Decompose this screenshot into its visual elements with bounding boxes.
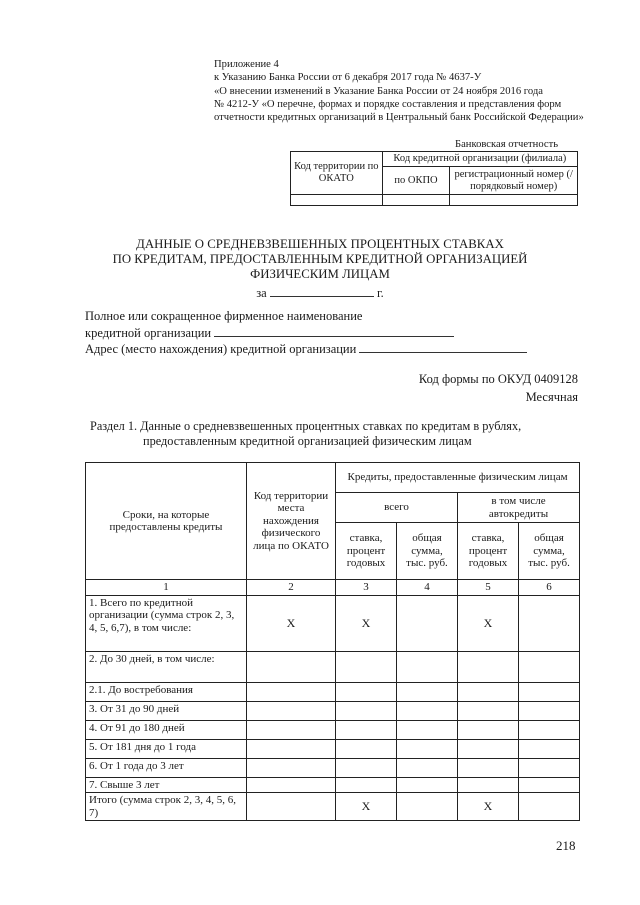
data-cell[interactable]	[247, 682, 336, 701]
section-line-1: Раздел 1. Данные о средневзвешенных процентных ставках по кредитам в рублях,	[90, 419, 522, 433]
data-cell[interactable]	[519, 701, 580, 720]
document-title	[60, 237, 580, 282]
col-number: 2	[247, 580, 336, 596]
data-cell[interactable]	[458, 777, 519, 793]
appendix-line-2: к Указанию Банка России от 6 декабря 2017 года № 4637-У	[214, 72, 482, 84]
data-cell[interactable]	[247, 739, 336, 758]
territory-code-header: Код территории по ОКАТО	[291, 152, 383, 195]
title-line-1: ДАННЫЕ О СРЕДНЕВЗВЕШЕННЫХ ПРОЦЕНТНЫХ СТАВКАХ	[136, 237, 504, 251]
data-cell[interactable]	[336, 682, 397, 701]
org-address-blank[interactable]	[359, 341, 527, 353]
table-row	[86, 682, 580, 701]
appendix-line-3: «О внесении изменений в Указание Банка России от 24 ноября 2016 года	[214, 85, 543, 97]
rates-table	[85, 462, 580, 821]
not-applicable-mark: X	[336, 595, 397, 651]
rates-table-body	[86, 595, 580, 821]
not-applicable-mark: X	[247, 595, 336, 651]
col-number: 1	[86, 580, 247, 596]
row-label: 4. От 91 до 180 дней	[86, 720, 247, 739]
okpo-header: по ОКПО	[382, 167, 450, 195]
data-cell[interactable]	[519, 595, 580, 651]
table-row	[86, 777, 580, 793]
data-cell[interactable]	[397, 701, 458, 720]
data-cell[interactable]	[519, 720, 580, 739]
okud-code: Код формы по ОКУД 0409128	[418, 372, 578, 386]
okud-period: Месячная	[525, 390, 578, 404]
row-label: Итого (сумма строк 2, 3, 4, 5, 6, 7)	[86, 793, 247, 821]
org-code-header: Код кредитной организации (филиала)	[382, 152, 577, 167]
period-suffix: г.	[376, 286, 384, 300]
data-cell[interactable]	[336, 777, 397, 793]
col1-header: Сроки, на которые предоставлены кредиты	[86, 463, 247, 580]
table-row	[86, 793, 580, 821]
section-line-2: предоставленным кредитной организацией физическим лицам	[143, 434, 472, 448]
org-info	[85, 309, 527, 358]
rate-header-auto: ставка, процент годовых	[458, 523, 519, 580]
group-header: Кредиты, предоставленные физическим лицам	[336, 463, 580, 493]
data-cell[interactable]	[458, 651, 519, 682]
page-number: 218	[556, 838, 576, 853]
table-row	[86, 758, 580, 777]
data-cell[interactable]	[519, 777, 580, 793]
table-row	[86, 651, 580, 682]
data-cell[interactable]	[247, 793, 336, 821]
data-cell[interactable]	[458, 739, 519, 758]
reg-number-header: регистрационный номер (/порядковый номер)	[450, 167, 578, 195]
okud-block	[419, 370, 578, 406]
data-cell[interactable]	[458, 720, 519, 739]
data-cell[interactable]	[519, 682, 580, 701]
data-cell[interactable]	[458, 682, 519, 701]
data-cell[interactable]	[519, 739, 580, 758]
data-cell[interactable]	[458, 701, 519, 720]
table-row	[86, 701, 580, 720]
col-number: 3	[336, 580, 397, 596]
data-cell[interactable]	[397, 777, 458, 793]
row-label: 6. От 1 года до 3 лет	[86, 758, 247, 777]
not-applicable-mark: X	[458, 595, 519, 651]
row-label: 5. От 181 дня до 1 года	[86, 739, 247, 758]
data-cell[interactable]	[247, 758, 336, 777]
auto-header: в том числе автокредиты	[458, 493, 580, 523]
period-prefix: за	[256, 286, 267, 300]
codes-table	[290, 151, 578, 206]
col-number: 4	[397, 580, 458, 596]
data-cell[interactable]	[458, 758, 519, 777]
data-cell[interactable]	[247, 720, 336, 739]
title-line-3: ФИЗИЧЕСКИМ ЛИЦАМ	[250, 267, 390, 281]
org-name-blank[interactable]	[214, 325, 454, 337]
data-cell[interactable]	[336, 651, 397, 682]
table-row	[86, 739, 580, 758]
data-cell[interactable]	[247, 651, 336, 682]
data-cell[interactable]	[397, 758, 458, 777]
appendix-line-1: Приложение 4	[214, 59, 279, 70]
reg-number-cell[interactable]	[450, 195, 578, 206]
data-cell[interactable]	[247, 777, 336, 793]
table-row	[86, 720, 580, 739]
row-label: 3. От 31 до 90 дней	[86, 701, 247, 720]
period-line	[60, 285, 580, 301]
data-cell[interactable]	[397, 739, 458, 758]
data-cell[interactable]	[336, 758, 397, 777]
data-cell[interactable]	[519, 651, 580, 682]
data-cell[interactable]	[397, 682, 458, 701]
appendix-line-4: № 4212-У «О перечне, формах и порядке составления и представления форм отчетности кредитных организаций в Центральный банк Российской Федерации»	[214, 98, 584, 124]
data-cell[interactable]	[397, 651, 458, 682]
data-cell[interactable]	[247, 701, 336, 720]
data-cell[interactable]	[336, 701, 397, 720]
section-heading	[90, 419, 521, 449]
row-label: 7. Свыше 3 лет	[86, 777, 247, 793]
period-blank[interactable]	[270, 285, 374, 297]
data-cell[interactable]	[397, 720, 458, 739]
title-line-2: ПО КРЕДИТАМ, ПРЕДОСТАВЛЕННЫМ КРЕДИТНОЙ ОРГАНИЗАЦИЕЙ	[112, 252, 528, 266]
data-cell[interactable]	[336, 720, 397, 739]
sum-header-auto: общая сумма, тыс. руб.	[519, 523, 580, 580]
appendix-header	[214, 58, 594, 124]
data-cell[interactable]	[397, 595, 458, 651]
okpo-cell[interactable]	[382, 195, 450, 206]
data-cell[interactable]	[519, 793, 580, 821]
row-label: 1. Всего по кредитной организации (сумма строк 2, 3, 4, 5, 6,7), в том числе:	[86, 595, 247, 651]
territory-code-cell[interactable]	[291, 195, 383, 206]
not-applicable-mark: X	[336, 793, 397, 821]
bank-reporting-label: Банковская отчетность	[455, 139, 559, 150]
data-cell[interactable]	[397, 793, 458, 821]
col-number: 5	[458, 580, 519, 596]
col2-header: Код территории места нахождения физического лица по ОКАТО	[247, 463, 336, 580]
table-row	[86, 595, 580, 651]
all-header: всего	[336, 493, 458, 523]
not-applicable-mark: X	[458, 793, 519, 821]
row-label: 2. До 30 дней, в том числе:	[86, 651, 247, 682]
rate-header-all: ставка, процент годовых	[336, 523, 397, 580]
col-number: 6	[519, 580, 580, 596]
data-cell[interactable]	[519, 758, 580, 777]
sum-header-all: общая сумма, тыс. руб.	[397, 523, 458, 580]
org-address-label: Адрес (место нахождения) кредитной организации	[85, 342, 357, 356]
org-name-label-2: кредитной организации	[85, 325, 212, 340]
row-label: 2.1. До востребования	[86, 682, 247, 701]
org-name-label-1: Полное или сокращенное фирменное наименование	[85, 309, 363, 323]
data-cell[interactable]	[336, 739, 397, 758]
